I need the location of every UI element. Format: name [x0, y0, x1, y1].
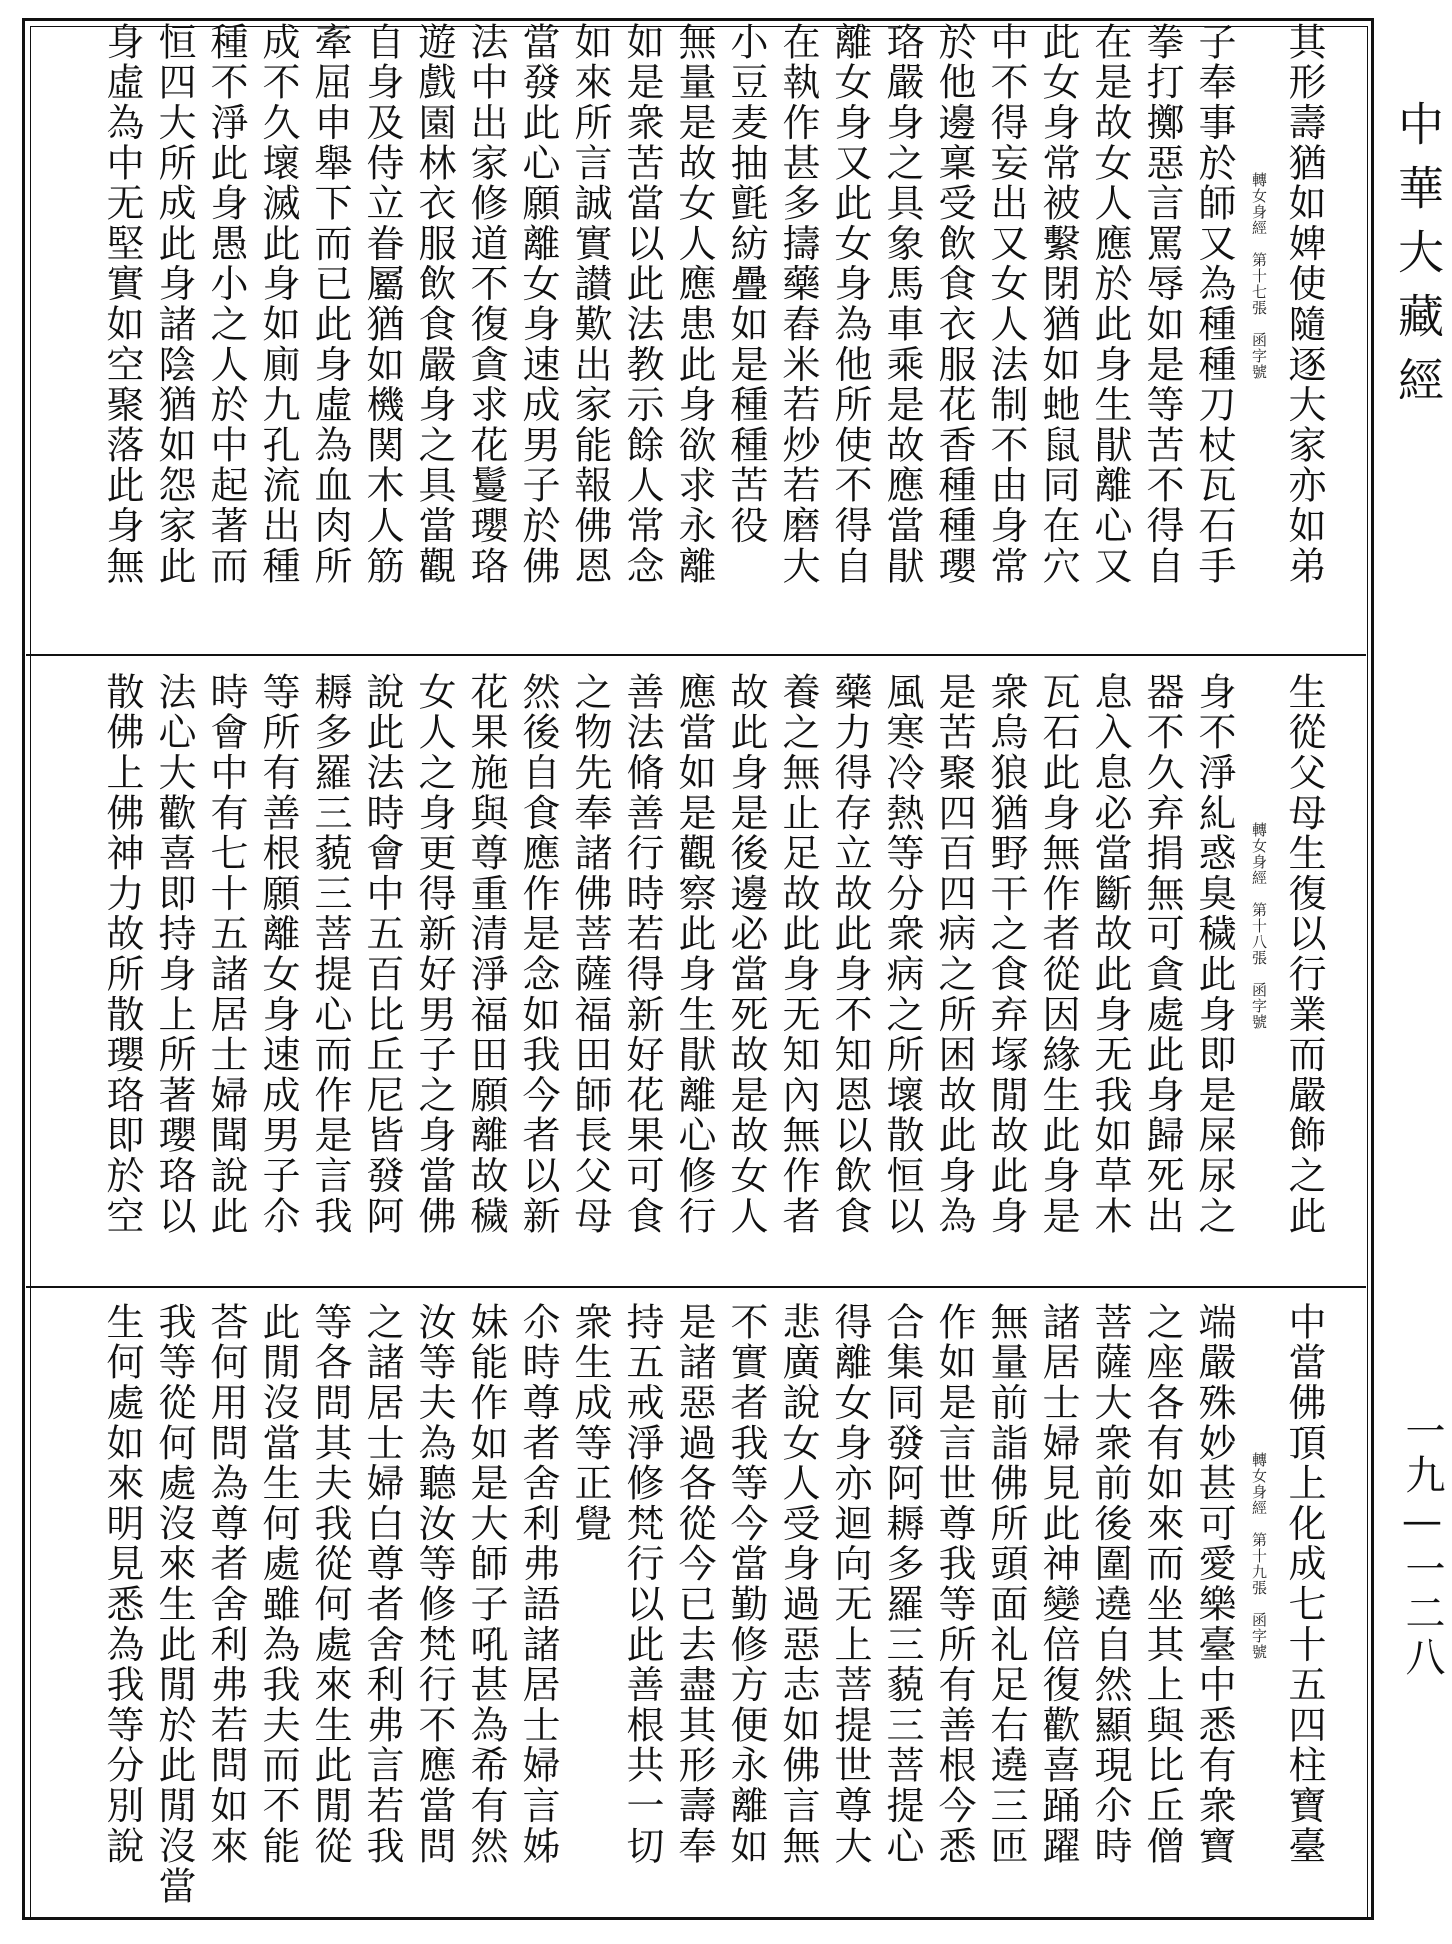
text-column: 此女身常被繫閉猶如虵鼠同在穴 — [1036, 22, 1080, 587]
text-column: 藥力得存立故此身不知恩以飲食 — [828, 672, 872, 1237]
text-column: 作如是言世尊我等所有善根今悉 — [932, 1302, 976, 1867]
text-column: 善法脩善行時若得新好花果可食 — [620, 672, 664, 1237]
text-column: 中當佛頂上化成七十五四柱寶臺 — [1282, 1302, 1326, 1867]
text-column: 等各問其夫我從何處來生此閒從 — [308, 1302, 352, 1867]
text-column: 自身及侍立眷屬猶如機関木人筋 — [360, 22, 404, 587]
text-column: 在是故女人應於此身生猒離心又 — [1088, 22, 1132, 587]
text-column: 如是衆苦當以此法教示餘人常念 — [620, 22, 664, 587]
text-column: 如來所言誠實讃歎出家能報佛恩 — [568, 22, 612, 587]
block-divider — [26, 1286, 1366, 1288]
text-column: 小豆麦抽氈紡疊如是種種苦役 — [724, 22, 768, 546]
block-header: 轉女身經 第十七張 函字號 — [1250, 172, 1268, 380]
text-column: 其形壽猶如婢使隨逐大家亦如弟 — [1282, 22, 1326, 587]
text-column: 尒時尊者舍利弗語諸居士婦言姊 — [516, 1302, 560, 1867]
text-column: 身不淨糺惑臭穢此身即是屎尿之 — [1192, 672, 1236, 1237]
text-column: 菩薩大衆前後圍遶自然顯現尒時 — [1088, 1302, 1132, 1867]
text-column: 牽屈申舉下而已此身虛為血肉所 — [308, 22, 352, 587]
text-column: 此閒沒當生何處雖為我夫而不能 — [256, 1302, 300, 1867]
text-column: 故此身是後邊必當死故是故女人 — [724, 672, 768, 1237]
text-column: 恒四大所成此身諸陰猶如怨家此 — [152, 22, 196, 587]
text-column: 荅何用問為尊者舍利弗若問如來 — [204, 1302, 248, 1867]
block-header: 轉女身經 第十九張 函字號 — [1250, 1452, 1268, 1660]
text-column: 當發此心願離女身速成男子於佛 — [516, 22, 560, 587]
text-column: 器不久弃捐無可貪處此身歸死出 — [1140, 672, 1184, 1237]
text-column: 持五戒淨修梵行以此善根共一切 — [620, 1302, 664, 1867]
text-column: 是諸惡過各從今已去盡其形壽奉 — [672, 1302, 716, 1867]
text-column: 生從父母生復以行業而嚴飾之此 — [1282, 672, 1326, 1237]
text-column: 端嚴殊妙甚可愛樂臺中悉有衆寶 — [1192, 1302, 1236, 1867]
text-column: 瓦石此身無作者從因緣生此身是 — [1036, 672, 1080, 1237]
text-column: 風寒冷熱等分衆病之所壞散恒以 — [880, 672, 924, 1237]
text-block-1 — [82, 22, 1330, 654]
text-column: 法中出家修道不復貪求花鬘瓔珞 — [464, 22, 508, 587]
collection-title: 中華大藏經 — [1391, 100, 1445, 420]
text-column: 女人之身更得新好男子之身當佛 — [412, 672, 456, 1237]
text-column: 之諸居士婦白尊者舍利弗言若我 — [360, 1302, 404, 1867]
text-column: 然後自食應作是念如我今者以新 — [516, 672, 560, 1237]
text-column: 應當如是觀察此身生猒離心修行 — [672, 672, 716, 1237]
block-header: 轉女身經 第十八張 函字號 — [1250, 822, 1268, 1030]
text-column: 不實者我等今當勤修方便永離如 — [724, 1302, 768, 1867]
text-column: 養之無止足故此身无知內無作者 — [776, 672, 820, 1237]
text-column: 等所有善根願離女身速成男子尒 — [256, 672, 300, 1237]
text-column: 汝等夫為聽汝等修梵行不應當問 — [412, 1302, 456, 1867]
text-column: 散佛上佛神力故所散瓔珞即於空 — [100, 672, 144, 1237]
text-column: 無量是故女人應患此身欲求永離 — [672, 22, 716, 587]
text-block-2 — [82, 672, 1330, 1282]
text-column: 成不久壞滅此身如廁九孔流出種 — [256, 22, 300, 587]
text-column: 生何處如來明見悉為我等分別說 — [100, 1302, 144, 1867]
text-column: 時會中有七十五諸居士婦聞說此 — [204, 672, 248, 1237]
block-divider — [26, 654, 1366, 656]
text-column: 妹能作如是大師子吼甚為希有然 — [464, 1302, 508, 1867]
text-column: 珞嚴身之具象馬車乘是故應當猒 — [880, 22, 924, 587]
text-column: 拳打擲惡言罵辱如是等苦不得自 — [1140, 22, 1184, 587]
text-column: 離女身又此女身為他所使不得自 — [828, 22, 872, 587]
text-column: 衆烏狼猶野干之食弃塜閒故此身 — [984, 672, 1028, 1237]
text-column: 子奉事於師又為種種刀杖瓦石手 — [1192, 22, 1236, 587]
text-column: 我等從何處沒來生此閒於此閒沒當 — [152, 1302, 196, 1907]
text-column: 耨多羅三藐三菩提心而作是言我 — [308, 672, 352, 1237]
text-column: 花果施與尊重清淨福田願離故穢 — [464, 672, 508, 1237]
text-column: 諸居士婦見此神變倍復歡喜踊躍 — [1036, 1302, 1080, 1867]
text-column: 得離女身亦迴向无上菩提世尊大 — [828, 1302, 872, 1867]
text-column: 法心大歡喜即持身上所著瓔珞以 — [152, 672, 196, 1237]
text-column: 之物先奉諸佛菩薩福田師長父母 — [568, 672, 612, 1237]
text-column: 悲廣說女人受身過惡志如佛言無 — [776, 1302, 820, 1867]
text-column: 合集同發阿耨多羅三藐三菩提心 — [880, 1302, 924, 1867]
text-column: 息入息必當斷故此身无我如草木 — [1088, 672, 1132, 1237]
text-column: 遊戲園林衣服飲食嚴身之具當觀 — [412, 22, 456, 587]
text-column: 在執作甚多擣藥舂米若炒若磨大 — [776, 22, 820, 587]
text-column: 種不淨此身愚小之人於中起著而 — [204, 22, 248, 587]
text-column: 說此法時會中五百比丘尼皆發阿 — [360, 672, 404, 1237]
text-column: 之座各有如來而坐其上與比丘僧 — [1140, 1302, 1184, 1867]
text-column: 中不得妄出又女人法制不由身常 — [984, 22, 1028, 587]
page-number: 一九—一二八 — [1399, 1410, 1445, 1680]
text-column: 於他邊稟受飲食衣服花香種種瓔 — [932, 22, 976, 587]
text-column: 是苦聚四百四病之所困故此身為 — [932, 672, 976, 1237]
text-block-3 — [82, 1302, 1330, 1910]
text-column: 無量前詣佛所頭面礼足右遶三匝 — [984, 1302, 1028, 1867]
text-column: 身虛為中无堅實如空聚落此身無 — [100, 22, 144, 587]
text-column: 衆生成等正覺 — [568, 1302, 612, 1544]
